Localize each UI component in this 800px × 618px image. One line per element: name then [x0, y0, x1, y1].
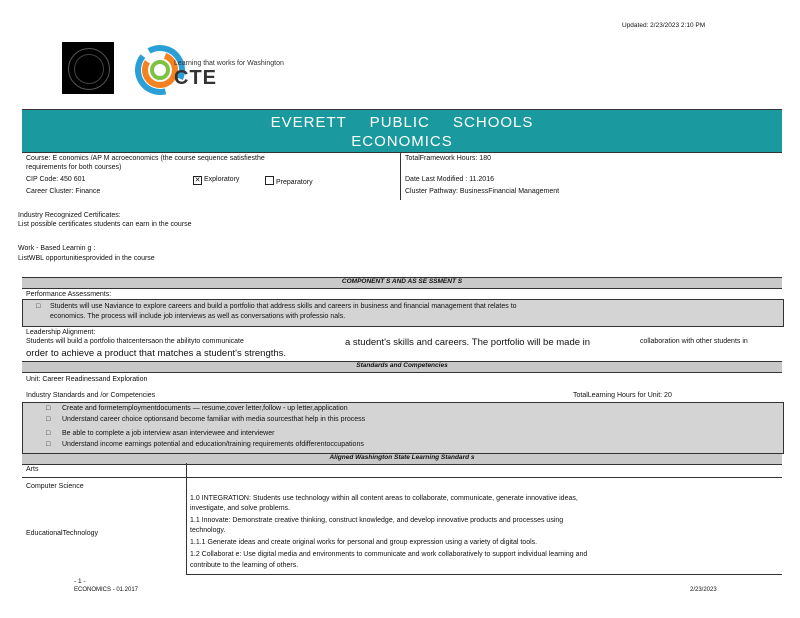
aligned-standards-header: Aligned Washington State Learning Standard s	[22, 453, 782, 465]
competency-item: Be able to complete a job interview asan interviewee and interviewer	[62, 430, 275, 437]
exploratory-checkbox[interactable]: ✕ Exploratory	[194, 176, 240, 184]
footer-page-number: - 1 -	[74, 578, 86, 585]
iste-line: 1.1.1 Generate ideas and create original works for personal and group expression using a variety of digital tools.	[190, 539, 538, 546]
footer-left: ECONOMICS - 01.2017	[74, 587, 139, 593]
cip-code: CIP Code: 450 601	[26, 176, 86, 183]
course-title: ECONOMICS	[351, 133, 453, 150]
title-banner	[22, 109, 782, 153]
leadership-line-2: order to achieve a product that matches a student's strengths.	[26, 348, 287, 359]
competency-item: Understand income earnings potential and education/training requirements ofdifferentoccupations	[62, 441, 364, 448]
industry-standards-heading: Industry Standards and /or Competencies	[26, 392, 156, 399]
arts-row-divider	[22, 477, 782, 478]
date-last-modified: Date Last Modified : 11.2016	[405, 176, 494, 183]
leadership-line-1b: a student's skills and careers. The portfolio will be made in	[345, 337, 591, 348]
educational-technology-label: EducationalTechnology	[26, 530, 98, 537]
industry-certificates-heading: Industry Recognized Certificates:	[18, 212, 121, 219]
competency-bullet: □	[46, 441, 51, 448]
work-based-heading: Work - Based Learnin g :	[18, 245, 96, 252]
total-framework-hours: TotalFramework Hours: 180	[405, 155, 491, 162]
competency-item: Understand career choice optionsand become familiar with media sourcesthat help in this process	[62, 416, 366, 423]
components-header: COMPONENT S AND AS SE SSMENT S	[22, 277, 782, 289]
table-bottom-border	[186, 574, 782, 575]
district-title: EVERETT PUBLIC SCHOOLS	[270, 114, 534, 131]
footer-date: 2/23/2023	[690, 587, 717, 593]
cte-wordmark: CTE	[174, 67, 217, 89]
course-requirements: requirements for both courses)	[26, 164, 122, 171]
competency-bullet: □	[46, 416, 51, 423]
cte-tagline: Learning that works for Washington	[174, 60, 284, 67]
leadership-line-1a: Students will build a portfolio thatcentersaon the abilityto communicate	[26, 338, 244, 345]
iste-line: contribute to the learning of others.	[190, 562, 299, 569]
standards-header: Standards and Competencies	[22, 361, 782, 373]
iste-line: 1.2 Collaborat e: Use digital media and environments to communicate and work collaboratively to support individual learning and	[190, 551, 588, 558]
updated-timestamp: Updated: 2/23/2023 2:10 PM	[622, 22, 706, 29]
exploratory-label: Exploratory	[204, 176, 240, 183]
computer-science-label: Computer Science	[26, 483, 84, 490]
iste-line: investigate, and solve problems.	[190, 505, 290, 512]
leadership-heading: Leadership Alignment:	[26, 329, 96, 336]
performance-line-2: economics. The process will include job interviews as well as conversations with professio nals.	[50, 313, 346, 320]
iste-line: technology.	[190, 527, 226, 534]
performance-line-1: Students will use Naviance to explore careers and build a portfolio that address skills and careers in business and financial management that relates to	[50, 303, 517, 310]
iste-line: 1.1 Innovate: Demonstrate creative thinking, construct knowledge, and develop innovative products and processes using	[190, 517, 564, 524]
cluster-pathway: Cluster Pathway: BusinessFinancial Management	[405, 188, 560, 195]
industry-certificates-text: List possible certificates students can earn in the course	[18, 221, 192, 228]
school-district-seal	[62, 42, 114, 94]
performance-bullet: □	[36, 303, 41, 310]
preparatory-label: Preparatory	[276, 179, 313, 186]
competency-bullet: □	[46, 405, 51, 412]
iste-line: 1.0 INTEGRATION: Students use technology within all content areas to collaborate, communicate, generate innovative ideas,	[190, 495, 578, 502]
performance-heading: Performance Assessments:	[26, 291, 112, 298]
leadership-line-1c: collaboration with other students in	[640, 338, 748, 345]
preparatory-checkbox[interactable]	[265, 176, 313, 186]
work-based-text: ListWBL opportunitiesprovided in the course	[18, 255, 155, 262]
arts-label: Arts	[26, 466, 39, 473]
competency-item: Create and formetemploymentdocuments — resume,cover letter,follow - up letter,application	[62, 405, 348, 412]
unit-hours: TotalLearning Hours for Unit: 20	[573, 392, 672, 399]
standards-divider	[186, 463, 187, 575]
competency-bullet: □	[46, 430, 51, 437]
unit-title: Unit: Career Readinessand Exploration	[26, 376, 148, 383]
cte-logo	[132, 40, 322, 96]
course-label: Course: E conomics /AP M acroeconomics (the course sequence satisfiesthe	[26, 155, 265, 162]
career-cluster: Career Cluster: Finance	[26, 188, 101, 195]
